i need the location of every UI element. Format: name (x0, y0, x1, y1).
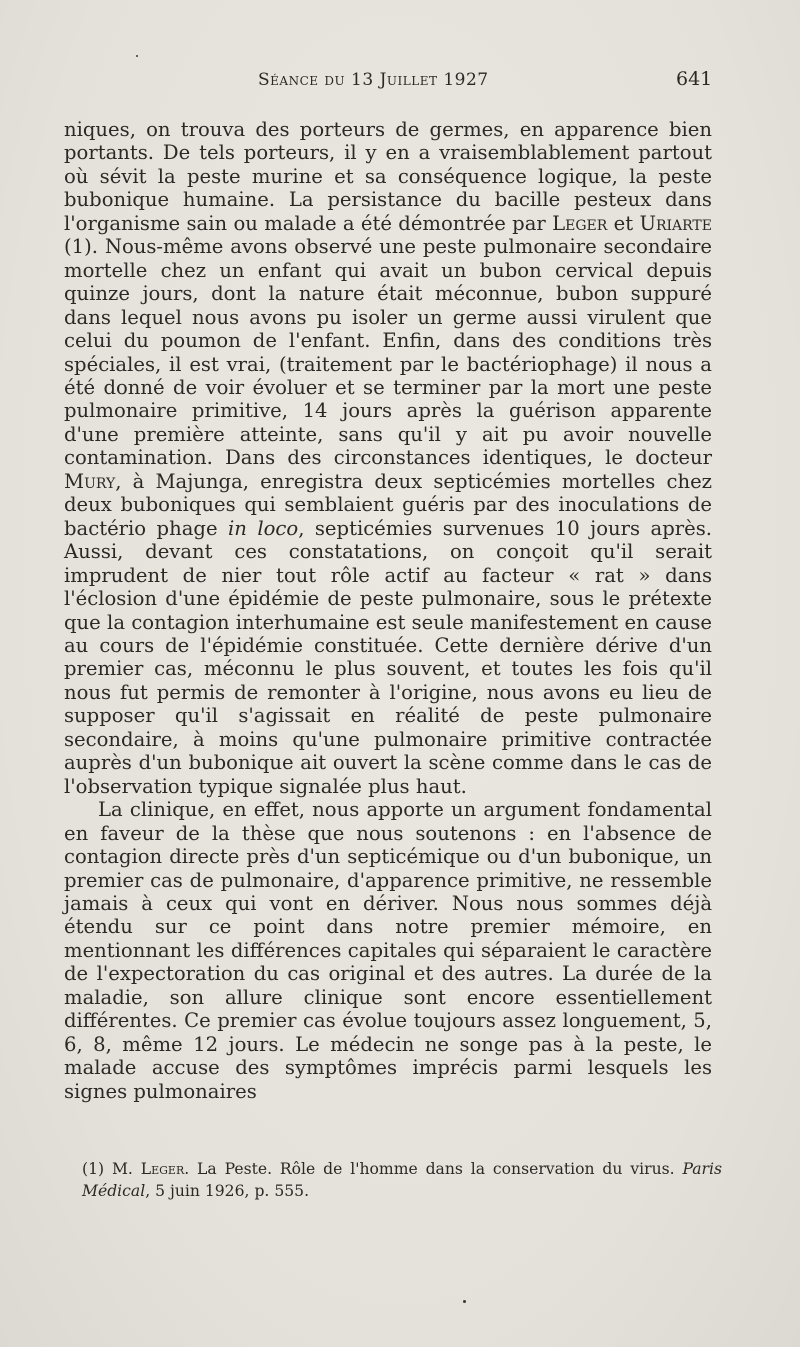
paragraph-1 (64, 118, 712, 798)
body-text (64, 118, 712, 1103)
print-speck (463, 1300, 466, 1303)
p1-text-3: (1). Nous-même avons observé une peste pulmonaire secondaire mortelle chez un enfant qui avait un bubon cervical depuis quinze jours, dont la nature était méconnue, bubon suppuré dans lequel nous avons pu isoler un germe aussi virulent que celui du poumon de l'enfant. Enfin, dans des conditions très spéciales, il est vrai, (traitement par le bactériophage) il nous a été donné de voir évoluer et se terminer par la mort une peste pulmonaire primitive, 14 jours après la guérison apparente d'une première atteinte, sans qu'il y ait pu avoir nouvelle contamination. Dans des circonstances identiques, le docteur (64, 235, 712, 470)
p1-text-5: , septicémies survenues 10 jours après. Aussi, devant ces constatations, on conçoit qu'il serait imprudent de nier tout rôle actif au facteur « rat » dans l'éclosion d'une épidémie de peste pulmonaire, sous le prétexte que la contagion interhumaine est seule manifestement en cause au cours de l'épidémie constituée. Cette dernière dérive d'un premier cas, méconnu le plus souvent, et toutes les fois qu'il nous fut permis de remonter à l'origine, nous avons eu lieu de supposer qu'il s'agissait en réalité de peste pulmonaire secondaire, à moins qu'une pulmonaire primitive contractée auprès d'un bubonique ait ouvert la scène comme dans le cas de l'observation typique signalée plus haut. (64, 516, 712, 798)
author-name-leger: Leger (552, 211, 608, 235)
footnote-text-1: (1) M. (82, 1160, 141, 1178)
paragraph-2: La clinique, en effet, nous apporte un argument fondamental en faveur de la thèse que nous soutenons : en l'absence de contagion directe près d'un septicémique ou d'un bubonique, un premier cas de pulmonaire, d'apparence primitive, ne ressemble jamais à ceux qui vont en dériver. Nous nous sommes déjà étendu sur ce point dans notre premier mémoire, en mentionnant les différences capitales qui séparaient le caractère de l'expectoration du cas original et des autres. La durée de la maladie, son allure clinique sont encore essentiellement différentes. Ce premier cas évolue toujours assez longuement, 5, 6, 8, même 12 jours. Le médecin ne songe pas à la peste, le malade accuse des symptômes imprécis parmi lesquels les signes pulmonaires (64, 798, 712, 1103)
footnote (82, 1158, 722, 1202)
footnote-text-3: , 5 juin 1926, p. 555. (145, 1182, 310, 1200)
italic-in-loco: in loco (228, 516, 299, 540)
footnote-text-2: . La Peste. Rôle de l'homme dans la conservation du virus. (184, 1160, 683, 1178)
footnote-author: Leger (140, 1160, 185, 1178)
p1-text-4: , à Majunga, enregistra deux septicémies mortelles chez deux buboniques qui semblaient guéris par des inoculations de bactério phage (64, 469, 712, 540)
author-name-uriarte: Uriarte (639, 211, 712, 235)
running-head: Séance du 13 Juillet 1927 (258, 70, 489, 90)
page-number: 641 (676, 68, 713, 90)
author-name-mury: Mury (64, 469, 116, 493)
footnote-journal: Paris Médical (82, 1160, 722, 1200)
p1-text-1: niques, on trouva des porteurs de germes, en apparence bien portants. De tels porteurs, il y en a vraisemblablement partout où sévit la peste murine et sa conséquence logique, la peste bubonique humaine. La persistance du bacille pesteux dans l'organisme sain ou malade a été démontrée par (64, 118, 712, 235)
print-speck (136, 55, 138, 57)
p1-text-2: et (607, 211, 640, 235)
